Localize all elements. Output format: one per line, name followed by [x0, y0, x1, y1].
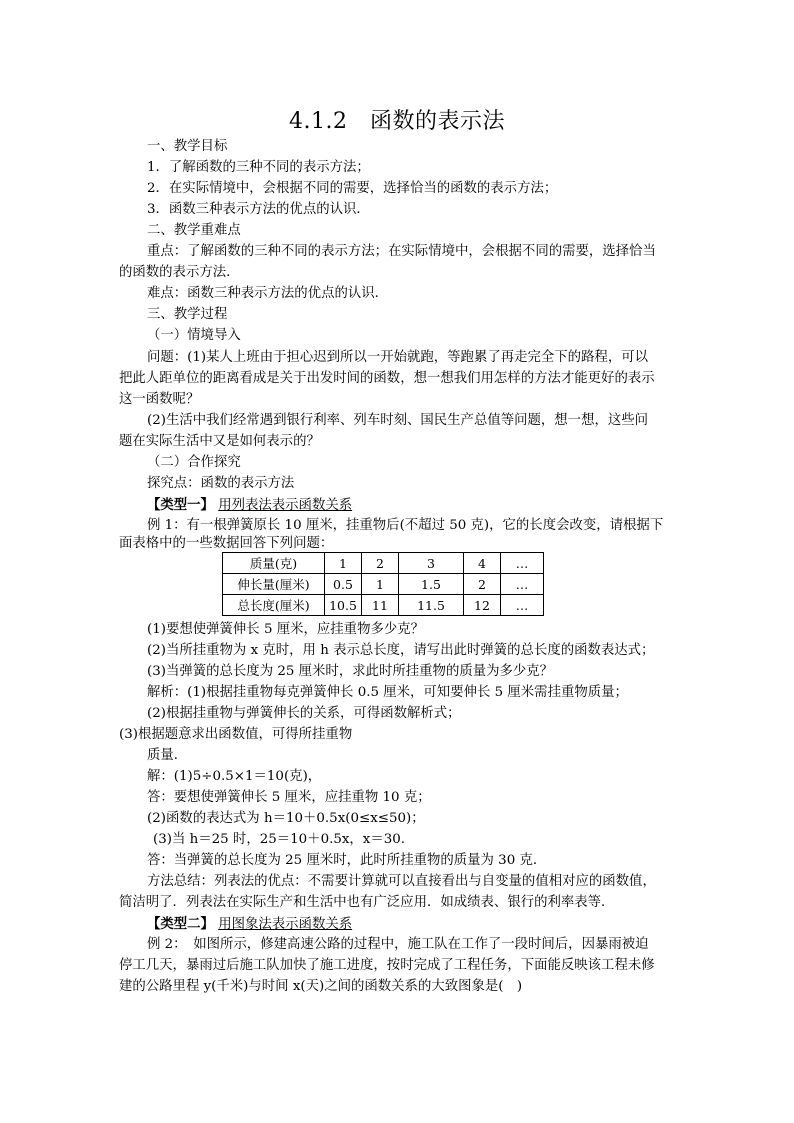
section-heading-key-points: 二、教学重难点 [147, 223, 241, 238]
example-2-line-2: 停工几天，暴雨过后施工队加快了施工进度，按时完成了工程任务，下面能反映该工程未修 [119, 958, 655, 973]
table-cell: … [501, 574, 544, 595]
example-2-line-1: 例 2： 如图所示，修建高速公路的过程中，施工队在工作了一段时间后，因暴雨被迫 [147, 937, 649, 952]
question-1-line-3: 这一函数呢？ [119, 392, 200, 407]
objective-1: 1．了解函数的三种不同的表示方法； [147, 160, 370, 175]
summary-line-1: 方法总结：列表法的优点：不需要计算就可以直接看出与自变量的值相对应的函数值， [147, 874, 656, 889]
example-1-line-1: 例 1：有一根弹簧原长 10 厘米，挂重物后(不超过 50 克)，它的长度会改变，请根据下 [147, 518, 664, 533]
solution-5: 答：当弹簧的总长度为 25 厘米时，此时所挂重物的质量为 30 克． [147, 853, 547, 868]
key-point-line-1: 重点：了解函数的三种不同的表示方法；在实际情境中，会根据不同的需要，选择恰当 [147, 244, 656, 259]
objective-3: 3．函数三种表示方法的优点的认识． [147, 202, 370, 217]
table-cell: … [501, 595, 544, 616]
solution-1: 解：(1)5÷0.5×1＝10(克)， [147, 769, 322, 784]
objective-2: 2．在实际情境中，会根据不同的需要，选择恰当的函数的表示方法； [147, 181, 558, 196]
type-2-title: 用图象法表示函数关系 [218, 917, 353, 932]
data-table [222, 552, 544, 616]
solution-3: (2)函数的表达式为 h＝10＋0.5x(0≤x≤50)； [147, 811, 425, 826]
table-cell: 12 [464, 595, 501, 616]
table-cell: 3 [399, 553, 464, 574]
key-point-line-2: 的函数的表示方法． [119, 265, 240, 280]
difficulty-line: 难点：函数三种表示方法的优点的认识． [147, 286, 389, 301]
table-cell: 11.5 [399, 595, 464, 616]
table-cell: … [501, 553, 544, 574]
question-2-line-2: 题在实际生活中又是如何表示的？ [119, 434, 320, 449]
table-cell: 10.5 [325, 595, 362, 616]
problem-3: (3)当弹簧的总长度为 25 厘米时，求此时所挂重物的质量为多少克？ [147, 664, 554, 679]
type-1-tag: 【类型一】 [147, 497, 214, 513]
table-cell: 11 [362, 595, 399, 616]
table-cell: 0.5 [325, 574, 362, 595]
table-row [223, 574, 544, 595]
table-cell: 2 [362, 553, 399, 574]
example-2-line-3: 建的公路里程 y(千米)与时间 x(天)之间的函数关系的大致图象是( ) [119, 979, 523, 994]
type-2-tag: 【类型二】 [147, 916, 214, 932]
example-1-line-2: 面表格中的一些数据回答下列问题： [119, 536, 334, 551]
table-row [223, 553, 544, 574]
table-cell: 1.5 [399, 574, 464, 595]
table-row [223, 595, 544, 616]
table-cell: 质量(克) [223, 553, 325, 574]
analysis-1: 解析：(1)根据挂重物每克弹簧伸长 0.5 厘米，可知要伸长 5 厘米需挂重物质量； [147, 685, 628, 700]
explore-point: 探究点：函数的表示方法 [147, 476, 295, 491]
table-cell: 总长度(厘米) [223, 595, 325, 616]
section-heading-process: 三、教学过程 [147, 307, 228, 322]
table-cell: 1 [325, 553, 362, 574]
analysis-3: (3)根据题意求出函数值，可得所挂重物 [119, 727, 353, 742]
type-2-heading [147, 914, 352, 935]
analysis-2: (2)根据挂重物与弹簧伸长的关系，可得函数解析式； [147, 706, 461, 721]
subsection-explore: （二）合作探究 [147, 455, 241, 470]
type-1-title: 用列表法表示函数关系 [218, 498, 353, 513]
page-title: 4.1.2 函数的表示法 [289, 109, 505, 134]
table-cell: 伸长量(厘米) [223, 574, 325, 595]
solution-4: (3)当 h＝25 时，25＝10＋0.5x，x＝30. [153, 832, 406, 847]
question-2-line-1: (2)生活中我们经常遇到银行利率、列车时刻、国民生产总值等问题，想一想，这些问 [147, 413, 649, 428]
subsection-intro: （一）情境导入 [147, 328, 241, 343]
type-1-heading [147, 495, 352, 516]
table-cell: 1 [362, 574, 399, 595]
solution-2: 答：要想使弹簧伸长 5 厘米，应挂重物 10 克； [147, 790, 431, 805]
problem-2: (2)当所挂重物为 x 克时，用 h 表示总长度，请写出此时弹簧的总长度的函数表达式； [147, 643, 655, 658]
problem-1: (1)要想使弹簧伸长 5 厘米，应挂重物多少克？ [147, 622, 425, 637]
analysis-4: 质量． [147, 748, 188, 763]
table-cell: 2 [464, 574, 501, 595]
table-cell: 4 [464, 553, 501, 574]
section-heading-objectives: 一、教学目标 [147, 139, 228, 154]
question-1-line-2: 把此人距单位的距离看成是关于出发时间的函数，想一想我们用怎样的方法才能更好的表示 [119, 371, 655, 386]
question-1-line-1: 问题：(1)某人上班由于担心迟到所以一开始就跑，等跑累了再走完全下的路程，可以 [147, 350, 649, 365]
summary-line-2: 简洁明了．列表法在实际生产和生活中也有广泛应用．如成绩表、银行的利率表等． [119, 895, 615, 910]
